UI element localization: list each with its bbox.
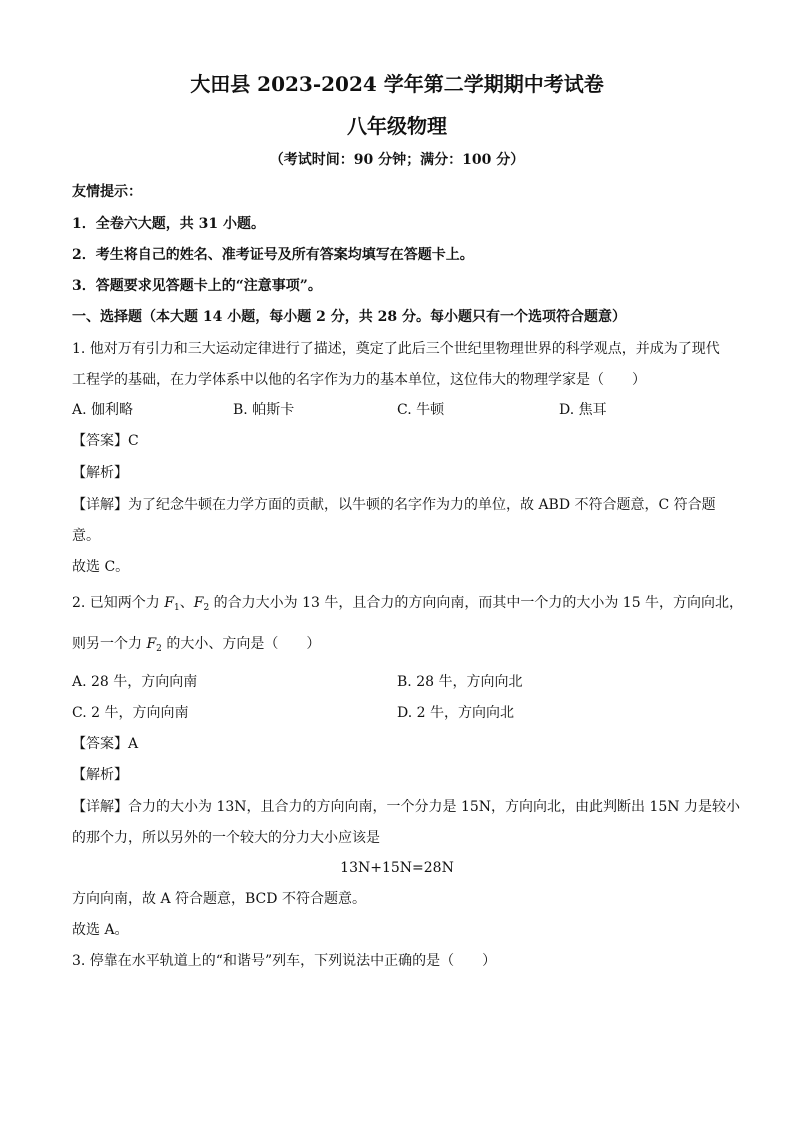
- force-symbol: F: [164, 595, 174, 611]
- answer-tag: 【答案】: [72, 433, 128, 449]
- subject-title: 八年级物理: [347, 114, 447, 138]
- question-2-option-a: A. 28 牛，方向向南: [72, 674, 198, 690]
- detail-text: 合力的大小为 13N，且合力的方向向南，一个分力是 15N，方向向北，由此判断出 15N 力是较小: [128, 799, 740, 815]
- question-2-detail-line1: [72, 797, 740, 817]
- tip-item: 3．答题要求见答题卡上的“注意事项”。: [72, 278, 322, 294]
- detail-tag: 【详解】: [72, 497, 128, 513]
- tip-item: 2．考生将自己的姓名、准考证号及所有答案均填写在答题卡上。: [72, 247, 474, 263]
- question-2-option-d: D. 2 牛，方向向北: [397, 705, 514, 721]
- section-heading: 一、选择题（本大题 14 小题，每小题 2 分，共 28 分。每小题只有一个选项符合题意）: [72, 309, 626, 325]
- exam-title: 大田县 2023-2024 学年第二学期期中考试卷: [190, 72, 604, 96]
- question-1-option-d: D. 焦耳: [559, 402, 607, 418]
- force-subscript: 2: [156, 644, 162, 654]
- stem-text: 的合力大小为 13 牛，且合力的方向向南，而其中一个力的大小为 15 牛，方向向北，: [209, 595, 744, 611]
- answer-value: A: [128, 736, 139, 752]
- question-1-detail-line1: [72, 495, 716, 515]
- question-2-detail-line3: 方向向南，故 A 符合题意，BCD 不符合题意。: [72, 891, 366, 907]
- question-3-stem: 3. 停靠在水平轨道上的“和谐号”列车，下列说法中正确的是（ ）: [72, 953, 497, 969]
- question-2-stem-line1: [72, 593, 743, 618]
- question-1-choose: 故选 C。: [72, 559, 130, 575]
- question-1-analysis-tag: 【解析】: [72, 465, 128, 481]
- force-subscript: 1: [173, 603, 180, 613]
- question-1-answer: [72, 431, 139, 451]
- question-2-option-c: C. 2 牛，方向向南: [72, 705, 189, 721]
- detail-text: 为了纪念牛顿在力学方面的贡献，以牛顿的名字作为力的单位，故 ABD 不符合题意，C 符合题: [128, 497, 716, 513]
- stem-text: 2. 已知两个力: [72, 595, 165, 611]
- separator: 、: [179, 595, 194, 611]
- question-2-answer: [72, 734, 138, 754]
- question-2-equation: 13N+15N=28N: [340, 860, 454, 876]
- question-1-option-c: C. 牛顿: [397, 402, 445, 418]
- answer-value: C: [128, 433, 139, 449]
- force-symbol: F: [146, 636, 157, 652]
- force-subscript: 2: [203, 603, 210, 613]
- question-2-detail-line2: 的那个力，所以另外的一个较大的分力大小应该是: [72, 830, 380, 846]
- stem-text: 的大小、方向是（ ）: [161, 636, 321, 652]
- exam-info: （考试时间：90 分钟；满分：100 分）: [269, 152, 525, 168]
- stem-text: 则另一个力: [72, 636, 147, 652]
- tip-item: 1．全卷六大题，共 31 小题。: [72, 216, 265, 232]
- question-2-stem-line2: [72, 634, 320, 659]
- question-1-option-b: B. 帕斯卡: [233, 402, 295, 418]
- detail-tag: 【详解】: [72, 799, 128, 815]
- force-symbol: F: [193, 595, 204, 611]
- question-2-choose: 故选 A。: [72, 922, 129, 938]
- answer-tag: 【答案】: [72, 736, 128, 752]
- tips-heading: 友情提示：: [72, 184, 142, 200]
- question-1-stem-line2: 工程学的基础，在力学体系中以他的名字作为力的基本单位，这位伟大的物理学家是（ ）: [72, 372, 646, 388]
- question-1-option-a: A. 伽利略: [72, 402, 134, 418]
- question-1-stem-line1: 1. 他对万有引力和三大运动定律进行了描述，奠定了此后三个世纪里物理世界的科学观点，并成为了现代: [72, 341, 720, 357]
- question-2-option-b: B. 28 牛，方向向北: [397, 674, 523, 690]
- question-1-detail-line2: 意。: [72, 528, 100, 544]
- question-2-analysis-tag: 【解析】: [72, 767, 128, 783]
